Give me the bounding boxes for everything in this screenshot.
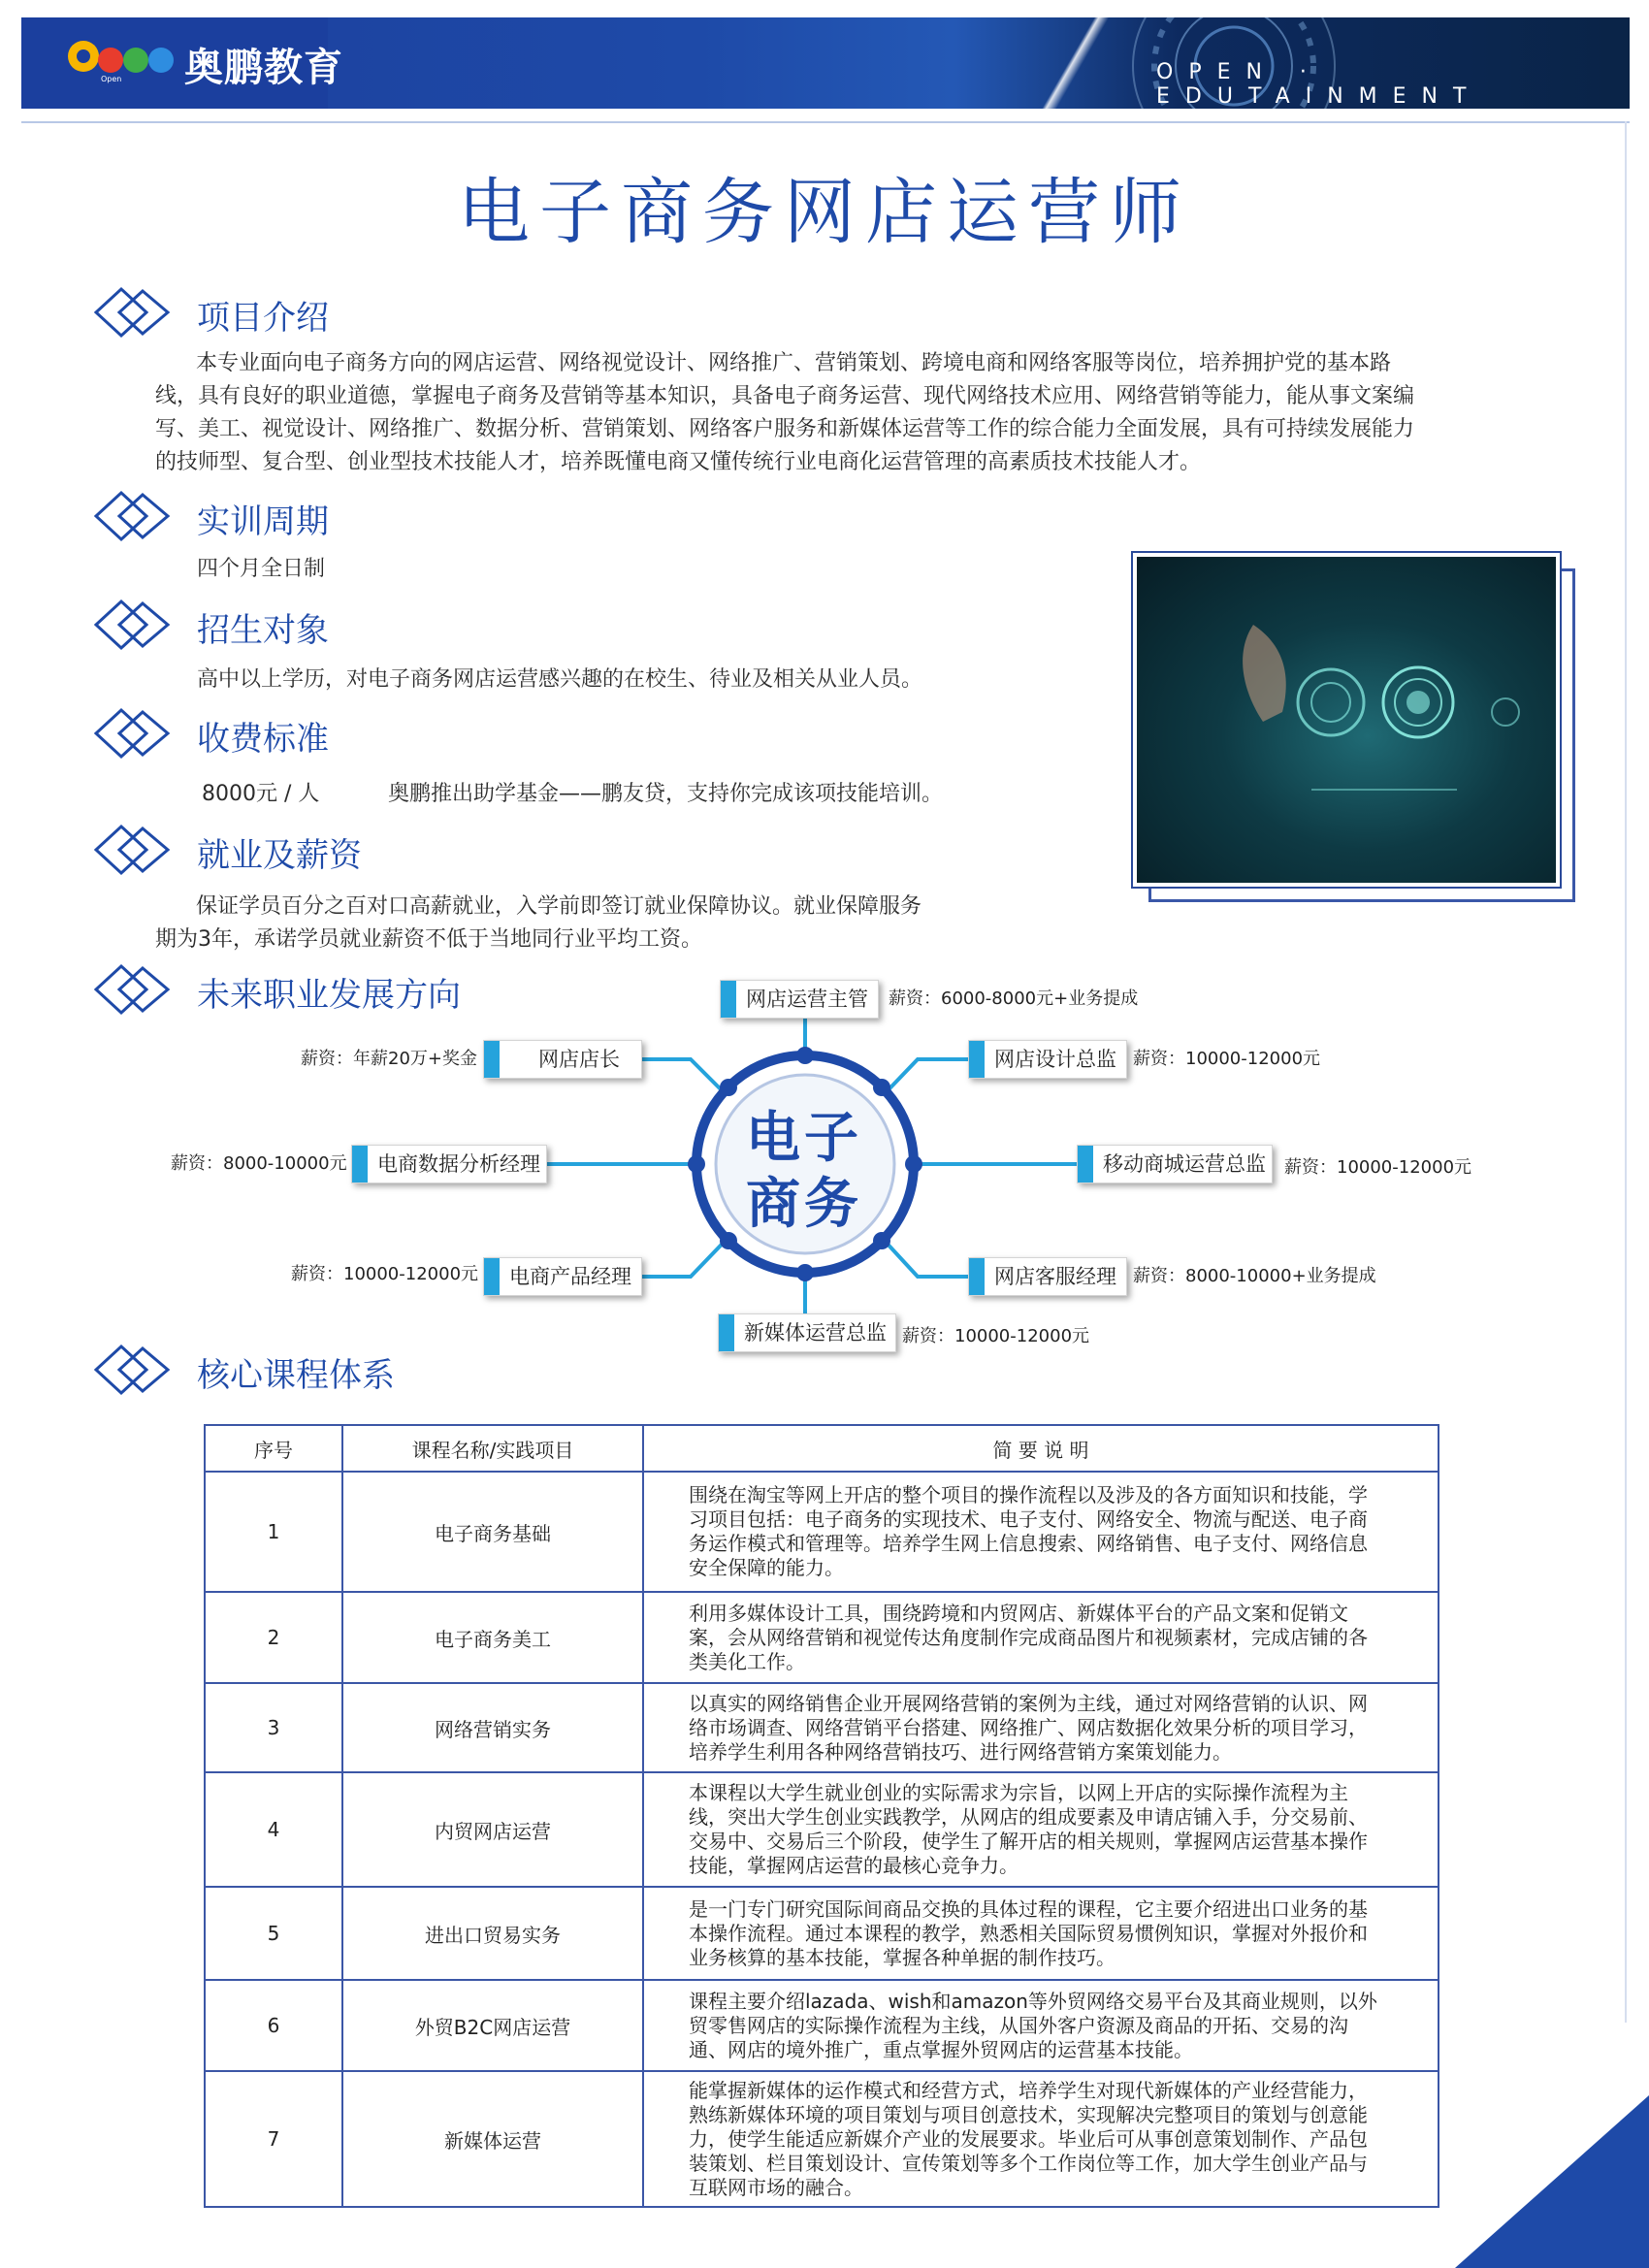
career-node-top (720, 980, 879, 1019)
desc-line: 是一门专门研究国际间商品交换的具体过程的课程，它主要介绍进出口业务的基 (689, 1896, 1368, 1921)
desc-line: 培养学生利用各种网络营销技巧、进行网络营销方案策划能力。 (689, 1739, 1232, 1764)
career-node-lower-left (483, 1257, 642, 1296)
intro-line: 本专业面向电子商务方向的网店运营、网络视觉设计、网络推广、营销策划、跨境电商和网络客服等岗位，培养拥护党的基本路 (196, 351, 1392, 375)
course-no: 5 (205, 1887, 342, 1980)
course-name: 新媒体运营 (342, 2071, 643, 2207)
section-heading: 实训周期 (197, 502, 329, 541)
desc-line: 围绕在淘宝等网上开店的整个项目的操作流程以及涉及的各方面知识和技能，学 (689, 1483, 1368, 1507)
diamond-icon (92, 1341, 174, 1399)
banner-slogan: OPEN · EDUTAINMENT (1156, 60, 1482, 109)
node-label: 移动商城运营总监 (1103, 1152, 1266, 1176)
table-row (205, 1472, 1439, 1592)
course-table (204, 1424, 1439, 2208)
table-row (205, 2071, 1439, 2207)
course-desc (643, 1980, 1439, 2071)
desc-line: 络市场调查、网络营销平台搭建、网络推广、网店数据化效果分析的项目学习， (689, 1715, 1368, 1739)
column-header: 序号 (205, 1425, 342, 1472)
career-node-mid-left (351, 1145, 547, 1183)
table-header-row (205, 1425, 1439, 1472)
target-text: 高中以上学历，对电子商务网店运营感兴趣的在校生、待业及相关从业人员。 (197, 667, 923, 692)
course-name: 电子商务基础 (342, 1472, 643, 1592)
course-name: 网络营销实务 (342, 1683, 643, 1772)
desc-line: 安全保障的能力。 (689, 1556, 844, 1579)
course-no: 4 (205, 1772, 342, 1887)
career-node-lower-right (968, 1257, 1127, 1296)
course-no: 6 (205, 1980, 342, 2071)
section-heading: 就业及薪资 (197, 836, 362, 875)
course-desc (643, 1683, 1439, 1772)
course-desc (643, 1592, 1439, 1683)
node-salary: 薪资：8000-10000+业务提成 (1133, 1266, 1376, 1286)
node-label: 电商产品经理 (509, 1265, 631, 1288)
hub-line: 商务 (746, 1173, 862, 1236)
node-label: 网店设计总监 (994, 1048, 1116, 1071)
desc-line: 通、网店的境外推广，重点掌握外贸网店的运营基本技能。 (689, 2037, 1193, 2061)
career-node-mid-right (1077, 1145, 1273, 1183)
course-name: 外贸B2C网店运营 (342, 1980, 643, 2071)
course-desc (643, 1887, 1439, 1980)
course-name: 电子商务美工 (342, 1592, 643, 1683)
page-title: 电子商务网店运营师 (458, 171, 1191, 254)
period-text: 四个月全日制 (197, 557, 326, 581)
desc-line: 能掌握新媒体的运作模式和经营方式，培养学生对现代新媒体的产业经营能力， (689, 2078, 1368, 2102)
course-no: 3 (205, 1683, 342, 1772)
employment-line: 期为3年，承诺学员就业薪资不低于当地同行业平均工资。 (155, 927, 702, 952)
desc-line: 课程主要介绍lazada、wish和amazon等外贸网络交易平台及其商业规则，以外 (689, 1989, 1377, 2013)
desc-line: 类美化工作。 (689, 1649, 805, 1673)
hub-label (720, 1106, 889, 1238)
desc-line: 交易中、交易后三个阶段，使学生了解开店的相关规则，掌握网店运营基本操作 (689, 1830, 1368, 1853)
node-salary: 薪资：年薪20万+奖金 (301, 1049, 477, 1069)
desc-line: 以真实的网络销售企业开展网络营销的案例为主线，通过对网络营销的认识、网 (689, 1691, 1368, 1715)
node-salary: 薪资：10000-12000元 (291, 1264, 479, 1284)
fee-price: 8000元 / 人 (202, 782, 320, 806)
section-heading: 招生对象 (197, 611, 329, 650)
course-desc (643, 1472, 1439, 1592)
corner-decoration (1455, 2095, 1649, 2268)
section-heading: 收费标准 (197, 720, 329, 759)
desc-line: 力，使学生能适应新媒介产业的发展要求。毕业后可从事创意策划制作、产品包 (689, 2126, 1368, 2151)
desc-line: 本操作流程。通过本课程的教学，熟悉相关国际贸易惯例知识，掌握对外报价和 (689, 1921, 1368, 1945)
intro-line: 写、美工、视觉设计、网络推广、数据分析、营销策划、网络客户服务和新媒体运营等工作的综合能力全面发展，具有可持续发展能力 (155, 417, 1415, 441)
desc-line: 线，突出大学生创业实践教学，从网店的组成要素及申请店铺入手，分交易前、 (689, 1805, 1368, 1829)
career-node-bottom (718, 1313, 896, 1352)
table-row (205, 1683, 1439, 1772)
course-desc (643, 1772, 1439, 1887)
node-label: 网店客服经理 (994, 1265, 1116, 1288)
course-no: 2 (205, 1592, 342, 1683)
course-name: 内贸网店运营 (342, 1772, 643, 1887)
column-header: 课程名称/实践项目 (342, 1425, 643, 1472)
node-label: 电商数据分析经理 (377, 1152, 540, 1176)
node-label: 网店店长 (538, 1048, 620, 1071)
course-desc (643, 2071, 1439, 2207)
desc-line: 装策划、栏目策划设计、宣传策划等多个工作岗位等工作，加大学生创业产品与 (689, 2151, 1368, 2175)
node-salary: 薪资：10000-12000元 (902, 1326, 1090, 1346)
desc-line: 熟练新媒体环境的项目策划与项目创意技术，实现解决完整项目的策划与创意能 (689, 2102, 1368, 2126)
node-salary: 薪资：6000-8000元+业务提成 (889, 988, 1139, 1009)
desc-line: 本课程以大学生就业创业的实际需求为宗旨，以网上开店的实际操作流程为主 (689, 1781, 1348, 1804)
table-row (205, 1772, 1439, 1887)
table-row (205, 1592, 1439, 1683)
node-salary: 薪资：10000-12000元 (1284, 1157, 1472, 1178)
column-header: 简 要 说 明 (643, 1425, 1439, 1472)
node-salary: 薪资：8000-10000元 (171, 1153, 347, 1174)
career-node-upper-right (968, 1040, 1127, 1079)
node-label: 新媒体运营总监 (744, 1321, 887, 1345)
node-label: 网店运营主管 (746, 988, 868, 1011)
node-salary: 薪资：10000-12000元 (1133, 1049, 1321, 1069)
section-heading: 项目介绍 (197, 299, 329, 338)
section-heading: 未来职业发展方向 (197, 976, 461, 1015)
course-no: 1 (205, 1472, 342, 1592)
desc-line: 贸零售网店的实际操作流程为主线，从国外客户资源及商品的开拓、交易的沟 (689, 2013, 1348, 2037)
desc-line: 案，会从网络营销和视觉传达角度制作完成商品图片和视频素材，完成店铺的各 (689, 1625, 1368, 1649)
desc-line: 务运作模式和管理等。培养学生网上信息搜索、网络销售、电子支付、网络信息 (689, 1532, 1368, 1555)
table-row (205, 1980, 1439, 2071)
desc-line: 利用多媒体设计工具，围绕跨境和内贸网店、新媒体平台的产品文案和促销文 (689, 1601, 1348, 1625)
desc-line: 业务核算的基本技能，掌握各种单据的制作技巧。 (689, 1945, 1116, 1969)
course-no: 7 (205, 2071, 342, 2207)
section-heading: 核心课程体系 (197, 1356, 395, 1395)
employment-line: 保证学员百分之百对口高薪就业，入学前即签订就业保障协议。就业保障服务 (196, 894, 922, 919)
fee-note: 奥鹏推出助学基金——鹏友贷，支持你完成该项技能培训。 (388, 782, 944, 806)
intro-line: 的技师型、复合型、创业型技术技能人才，培养既懂电商又懂传统行业电商化运营管理的高素质技术技能人才。 (155, 450, 1202, 474)
desc-line: 技能，掌握网店运营的最核心竞争力。 (689, 1854, 1018, 1877)
hub-line: 电子 (746, 1107, 862, 1170)
desc-line: 互联网市场的融合。 (689, 2175, 863, 2199)
brand-name: 奥鹏教育 (184, 46, 343, 90)
desc-line: 习项目包括：电子商务的实现技术、电子支付、网络安全、物流与配送、电子商 (689, 1507, 1368, 1531)
career-node-upper-left (483, 1040, 642, 1079)
logo-wordmark: Open (101, 75, 122, 83)
course-name: 进出口贸易实务 (342, 1887, 643, 1980)
table-row (205, 1887, 1439, 1980)
intro-line: 线，具有良好的职业道德，掌握电子商务及营销等基本知识，具备电子商务运营、现代网络技术应用、网络营销等能力，能从事文案编 (155, 384, 1415, 408)
